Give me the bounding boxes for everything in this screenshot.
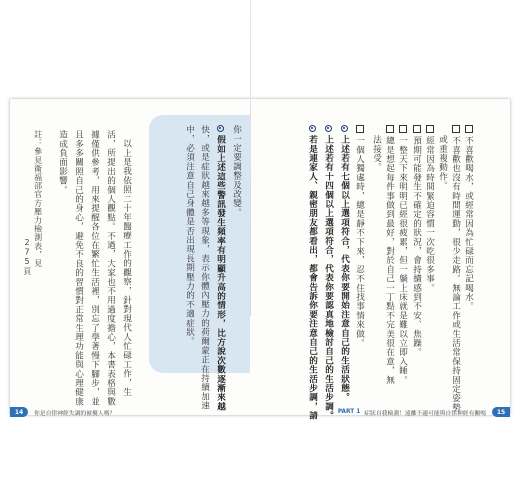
- left-footer: [10, 405, 115, 419]
- point-item: 上述若有十四個以上選項符合，代表你要認真地檢討自己的生活步調。: [322, 125, 334, 420]
- checklist-item: 一整天下來明明已經很疲累，但一躺上床就是難以立即入睡。: [396, 125, 408, 384]
- body-paragraph-line: 且多多關照自己的身心，避免不良的習慣對正常生理功能與心理健康: [73, 130, 84, 406]
- running-title: 你是自律神經失調的被擾人嗎？: [34, 410, 116, 417]
- target-icon: [309, 125, 316, 132]
- part-label: PART 1: [337, 409, 361, 415]
- footnote: 註：參見衛福部官方壓力檢測表，見: [33, 130, 43, 268]
- checkbox-icon: [465, 125, 473, 133]
- book-spread: [10, 99, 510, 415]
- body-paragraph-line: 活，所提出的個人觀點。不過，大家也不用過度擔心，本書表格與數: [105, 130, 116, 406]
- checklist-item: 一個人獨處時，總是靜不下來，忍不住找事情來做。: [353, 125, 365, 348]
- page-gutter: [250, 0, 251, 316]
- target-icon: [341, 125, 348, 132]
- checklist-item: 經常因為時間緊迫容慣一次吃很多事。: [423, 125, 435, 292]
- page-number: 15: [492, 407, 510, 417]
- page-number: 14: [10, 407, 28, 417]
- checklist-item: 不喜歡也沒有時間運動，很少走路。無論工作或生活常保持固定姿勢: [449, 125, 461, 412]
- checkbox-icon: [452, 125, 460, 133]
- target-icon: [217, 125, 224, 132]
- checklist-item: 不喜歡喝水，或經常因為忙碌而忘記喝水。: [462, 125, 474, 311]
- checkbox-icon: [386, 125, 394, 133]
- checkbox-icon: [356, 125, 364, 133]
- checklist-item-continued: 法接受。: [371, 135, 382, 172]
- body-paragraph-line: 據僅供參考，用來提醒各位在繁忙生活裡，別忘了學著慢下腳步，並: [89, 130, 100, 406]
- body-paragraph-line: 造成負面影響。: [57, 130, 68, 195]
- point-item: 若是連家人、親密朋友都看出，都會告訴你要注意自己的生活步調，請: [306, 125, 318, 420]
- checkbox-icon: [413, 125, 421, 133]
- conclusion-line: 中，必須注意自己身體是否出現長期壓力的不適症狀。: [184, 125, 195, 346]
- checklist-item-continued: 或重複動作。: [437, 135, 448, 191]
- footnote-page: 275頁: [22, 238, 32, 276]
- right-footer: [338, 405, 510, 419]
- running-title: 症狀自我檢測！遠離不適可能與自律神經有關嗎: [364, 410, 486, 417]
- body-paragraph-line: 以上是我依照二十年醫療工作的觀察，針對現代人忙碌工作，生: [121, 139, 132, 397]
- conclusion-line: 你一定要調整及改變。: [231, 125, 242, 217]
- point-item: 上述若有七個以上選項符合，代表你要開始注意自己的生活狀態。: [338, 125, 350, 402]
- checklist-item: 總是想起每件事做到最好，對於自己一丁點不完美很在意，無: [383, 125, 395, 384]
- conclusion-line: 快，或是症狀越來越多等現象，表示你體內壓力的荷爾蒙正在持續加速: [199, 125, 210, 411]
- conclusion-line: 假如上述這些警訊發生頻率有明顯升高的情形，比方說次數逐漸來越: [214, 125, 226, 411]
- checkbox-icon: [399, 125, 407, 133]
- target-icon: [325, 125, 332, 132]
- checkbox-icon: [426, 125, 434, 133]
- checklist-item: 預期可能發生不確定的狀況，會持續感到不安、焦躁。: [410, 125, 422, 357]
